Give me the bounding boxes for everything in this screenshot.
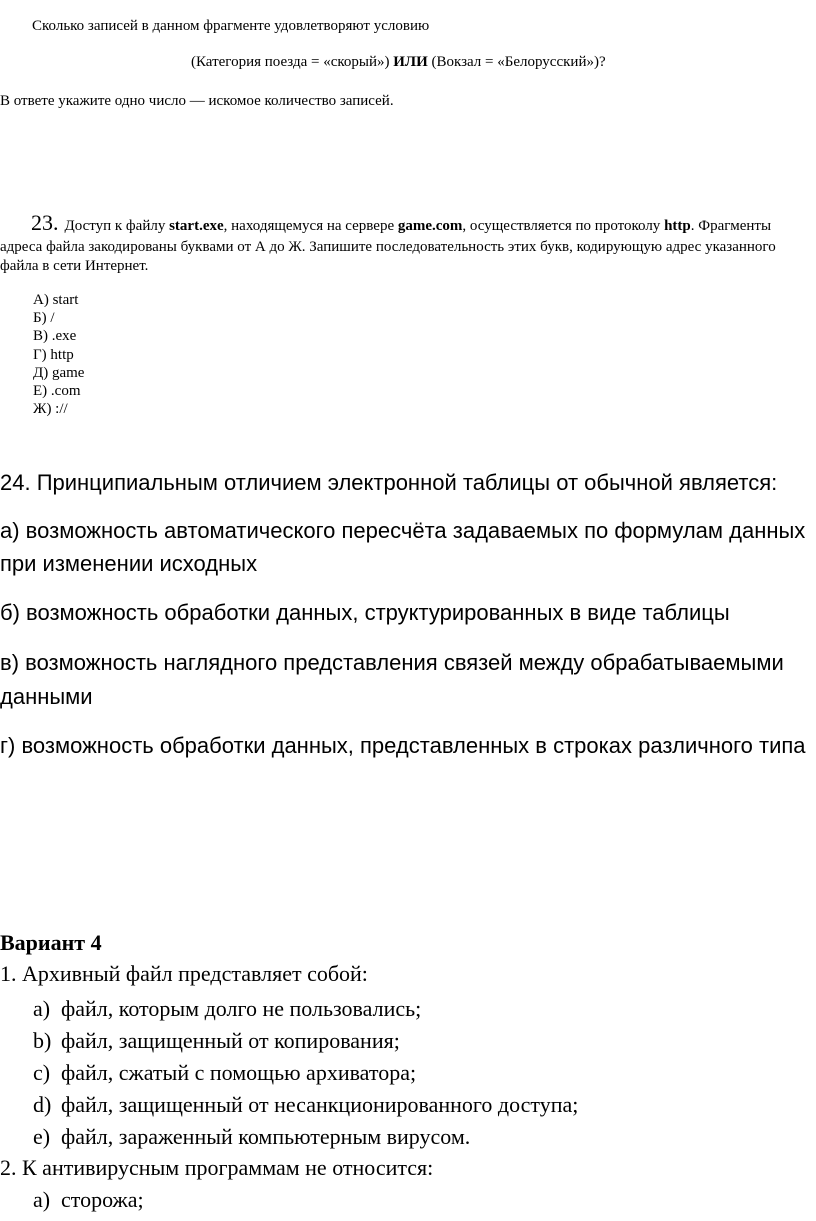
option-text: файл, зараженный компьютерным вирусом. bbox=[61, 1124, 471, 1149]
q23-option: Д) game bbox=[33, 364, 85, 381]
option-marker: e) bbox=[33, 1124, 51, 1149]
variant-title: Вариант 4 bbox=[0, 930, 102, 955]
list-item bbox=[33, 1025, 578, 1057]
q23-option: Е) .com bbox=[33, 383, 81, 400]
option-text: файл, защищенный от копирования; bbox=[61, 1028, 400, 1053]
q22-condition-part2: (Вокзал = «Белорусский»)? bbox=[431, 54, 606, 70]
q22-condition-operator: ИЛИ bbox=[393, 54, 428, 70]
option-text: файл, которым долго не пользовались; bbox=[61, 996, 422, 1021]
q22-question-text: Сколько записей в данном фрагменте удовлетворяют условию bbox=[32, 18, 430, 34]
option-text: сторожа; bbox=[61, 1187, 144, 1212]
q23-option: В) .exe bbox=[33, 328, 77, 345]
option-text: файл, защищенный от несанкционированного доступа; bbox=[61, 1092, 579, 1117]
list-item bbox=[33, 1121, 578, 1153]
option-marker: d) bbox=[33, 1092, 52, 1117]
option-marker: c) bbox=[33, 1060, 51, 1085]
q24-option-v-line1: в) возможность наглядного представления связей между обрабатываемыми bbox=[0, 650, 784, 675]
q24-option-g: г) возможность обработки данных, представленных в строках различного типа bbox=[0, 733, 806, 758]
q23-question-line3: файла в сети Интернет. bbox=[0, 258, 149, 274]
q22-answer-instruction: В ответе укажите одно число — искомое количество записей. bbox=[0, 93, 394, 109]
q23-option: А) start bbox=[33, 292, 79, 308]
v4-question-1: 1. Архивный файл представляет собой: bbox=[0, 961, 368, 986]
q22-condition-part1: (Категория поезда = «скорый») bbox=[191, 54, 390, 70]
q23-number: 23. bbox=[31, 210, 59, 235]
q22-condition bbox=[191, 54, 606, 71]
q23-text2: , находящемуся на сервере bbox=[223, 218, 398, 234]
q23-text1: Доступ к файлу bbox=[64, 218, 170, 234]
list-item bbox=[33, 1089, 578, 1121]
option-marker: a) bbox=[33, 996, 51, 1021]
q24-option-b: б) возможность обработки данных, структурированных в виде таблицы bbox=[0, 600, 730, 625]
list-item bbox=[33, 1057, 578, 1089]
q23-text3: , осуществляется по протоколу bbox=[462, 218, 665, 234]
q23-option: Г) http bbox=[33, 346, 74, 363]
q23-protocol: http bbox=[664, 218, 691, 234]
option-marker: a) bbox=[33, 1187, 51, 1212]
q23-file: start.exe bbox=[169, 218, 224, 234]
v4-question-1-options bbox=[33, 993, 578, 1153]
q23-options-list bbox=[33, 291, 84, 418]
v4-question-2-options bbox=[33, 1187, 144, 1213]
q23-option: Б) / bbox=[33, 310, 55, 327]
q23-question-line1 bbox=[31, 210, 771, 236]
option-text: файл, сжатый с помощью архиватора; bbox=[61, 1060, 417, 1085]
q24-option-a-line1: а) возможность автоматического пересчёта задаваемых по формулам данных bbox=[0, 518, 806, 543]
q24-option-a-line2: при изменении исходных bbox=[0, 551, 258, 576]
q23-question-line2: адреса файла закодированы буквами от А до Ж. Запишите последовательность этих букв, кодирующую адрес указанного bbox=[0, 239, 776, 255]
q24-title: 24. Принципиальным отличием электронной таблицы от обычной является: bbox=[0, 470, 778, 495]
v4-question-2: 2. К антивирусным программам не относится: bbox=[0, 1155, 434, 1180]
q23-text4: . Фрагменты bbox=[690, 218, 772, 234]
q23-server: game.com bbox=[397, 218, 463, 234]
q24-option-v-line2: данными bbox=[0, 684, 93, 709]
list-item bbox=[33, 993, 578, 1025]
list-item bbox=[33, 1187, 144, 1213]
q23-option: Ж) :// bbox=[33, 401, 68, 418]
option-marker: b) bbox=[33, 1028, 52, 1053]
